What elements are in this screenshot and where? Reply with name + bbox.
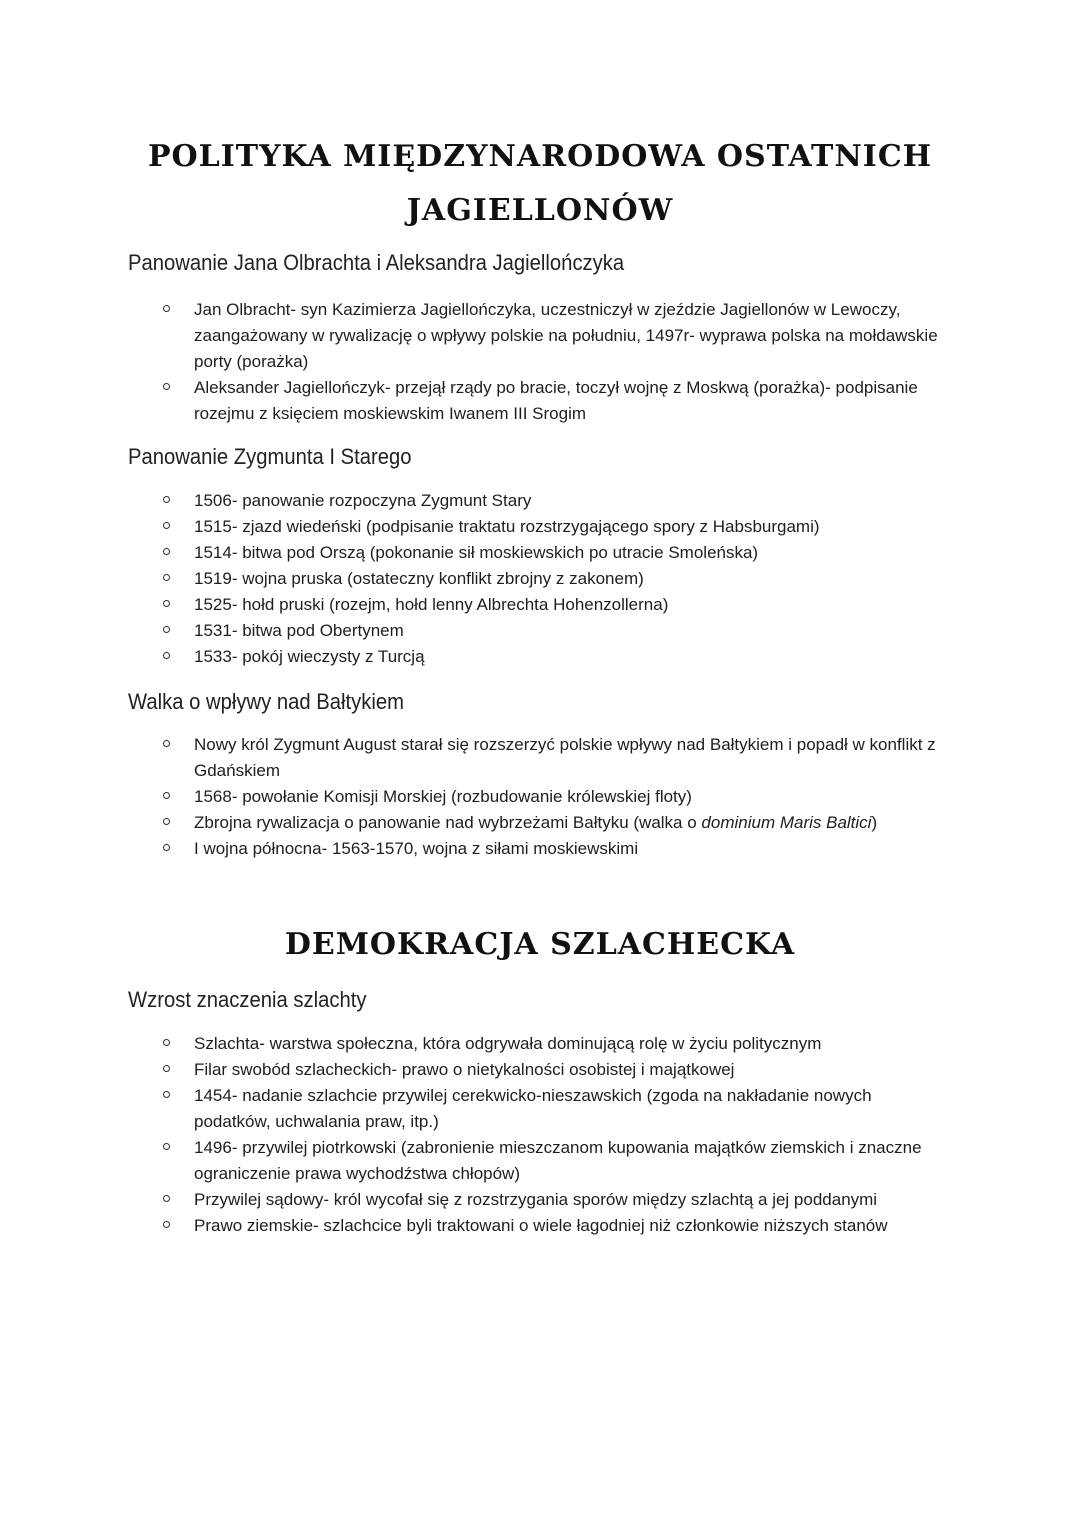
circle-bullet-icon — [163, 574, 170, 581]
circle-bullet-icon — [163, 626, 170, 633]
list-item: I wojna północna- 1563-1570, wojna z siłami moskiewskimi — [160, 836, 940, 862]
circle-bullet-icon — [163, 496, 170, 503]
list-item: 1533- pokój wieczysty z Turcją — [160, 644, 940, 670]
list-item: Przywilej sądowy- król wycofał się z rozstrzygania sporów między szlachtą a jej poddanymi — [160, 1187, 940, 1213]
section-title-noble-democracy: DEMOKRACJA SZLACHECKA — [284, 927, 796, 962]
heading-nobility-rise: Wzrost znaczenia szlachty — [128, 987, 367, 1012]
list-zygmunt-stary — [160, 488, 940, 670]
list-item: Nowy król Zygmunt August starał się rozszerzyć polskie wpływy nad Bałtykiem i popadł w konflikt z Gdańskiem — [160, 732, 940, 784]
circle-bullet-icon — [163, 844, 170, 851]
list-item: Jan Olbracht- syn Kazimierza Jagiellończyka, uczestniczył w zjeździe Jagiellonów w Lewoczy, zaangażowany w rywalizację o wpływy polskie na południu, 1497r- wyprawa polska na mołdawskie porty (porażka) — [160, 297, 940, 375]
list-item: 1525- hołd pruski (rozejm, hołd lenny Albrechta Hohenzollerna) — [160, 592, 940, 618]
circle-bullet-icon — [163, 305, 170, 312]
list-item: 1568- powołanie Komisji Morskiej (rozbudowanie królewskiej floty) — [160, 784, 940, 810]
circle-bullet-icon — [163, 1065, 170, 1072]
list-item: Filar swobód szlacheckich- prawo o nietykalności osobistej i majątkowej — [160, 1057, 940, 1083]
circle-bullet-icon — [163, 600, 170, 607]
list-item: Zbrojna rywalizacja o panowanie nad wybrzeżami Bałtyku (walka o dominium Maris Baltici) — [160, 810, 940, 836]
section-title-international-policy: POLITYKA MIĘDZYNARODOWA OSTATNICH JAGIELLONÓW — [147, 139, 933, 228]
list-item: Aleksander Jagiellończyk- przejął rządy po bracie, toczył wojnę z Moskwą (porażka)- podpisanie rozejmu z księciem moskiewskim Iwanem III Srogim — [160, 375, 940, 427]
circle-bullet-icon — [163, 792, 170, 799]
circle-bullet-icon — [163, 548, 170, 555]
circle-bullet-icon — [163, 1143, 170, 1150]
circle-bullet-icon — [163, 1039, 170, 1046]
latin-term: dominium Maris Baltici — [701, 813, 872, 832]
list-item: 1496- przywilej piotrkowski (zabronienie mieszczanom kupowania majątków ziemskich i znaczne ograniczenie prawa wychodźstwa chłopów) — [160, 1135, 940, 1187]
list-nobility-rise — [160, 1031, 940, 1239]
list-item: 1514- bitwa pod Orszą (pokonanie sił moskiewskich po utracie Smoleńska) — [160, 540, 940, 566]
list-item: 1515- zjazd wiedeński (podpisanie traktatu rozstrzygającego spory z Habsburgami) — [160, 514, 940, 540]
circle-bullet-icon — [163, 1195, 170, 1202]
circle-bullet-icon — [163, 383, 170, 390]
circle-bullet-icon — [163, 652, 170, 659]
list-item: 1454- nadanie szlachcie przywilej cerekwicko-nieszawskich (zgoda na nakładanie nowych podatków, uchwalania praw, itp.) — [160, 1083, 940, 1135]
circle-bullet-icon — [163, 1091, 170, 1098]
circle-bullet-icon — [163, 740, 170, 747]
list-item: Szlachta- warstwa społeczna, która odgrywała dominującą rolę w życiu politycznym — [160, 1031, 940, 1057]
list-item: 1531- bitwa pod Obertynem — [160, 618, 940, 644]
circle-bullet-icon — [163, 1221, 170, 1228]
heading-zygmunt-stary: Panowanie Zygmunta I Starego — [128, 444, 412, 469]
circle-bullet-icon — [163, 522, 170, 529]
list-baltic — [160, 732, 940, 862]
circle-bullet-icon — [163, 818, 170, 825]
list-olbracht-aleksander — [160, 297, 940, 427]
heading-baltic: Walka o wpływy nad Bałtykiem — [128, 689, 404, 714]
heading-olbracht-aleksander: Panowanie Jana Olbrachta i Aleksandra Jagiellończyka — [128, 250, 625, 275]
list-item: 1519- wojna pruska (ostateczny konflikt zbrojny z zakonem) — [160, 566, 940, 592]
list-item: 1506- panowanie rozpoczyna Zygmunt Stary — [160, 488, 940, 514]
list-item: Prawo ziemskie- szlachcice byli traktowani o wiele łagodniej niż członkowie niższych stanów — [160, 1213, 940, 1239]
